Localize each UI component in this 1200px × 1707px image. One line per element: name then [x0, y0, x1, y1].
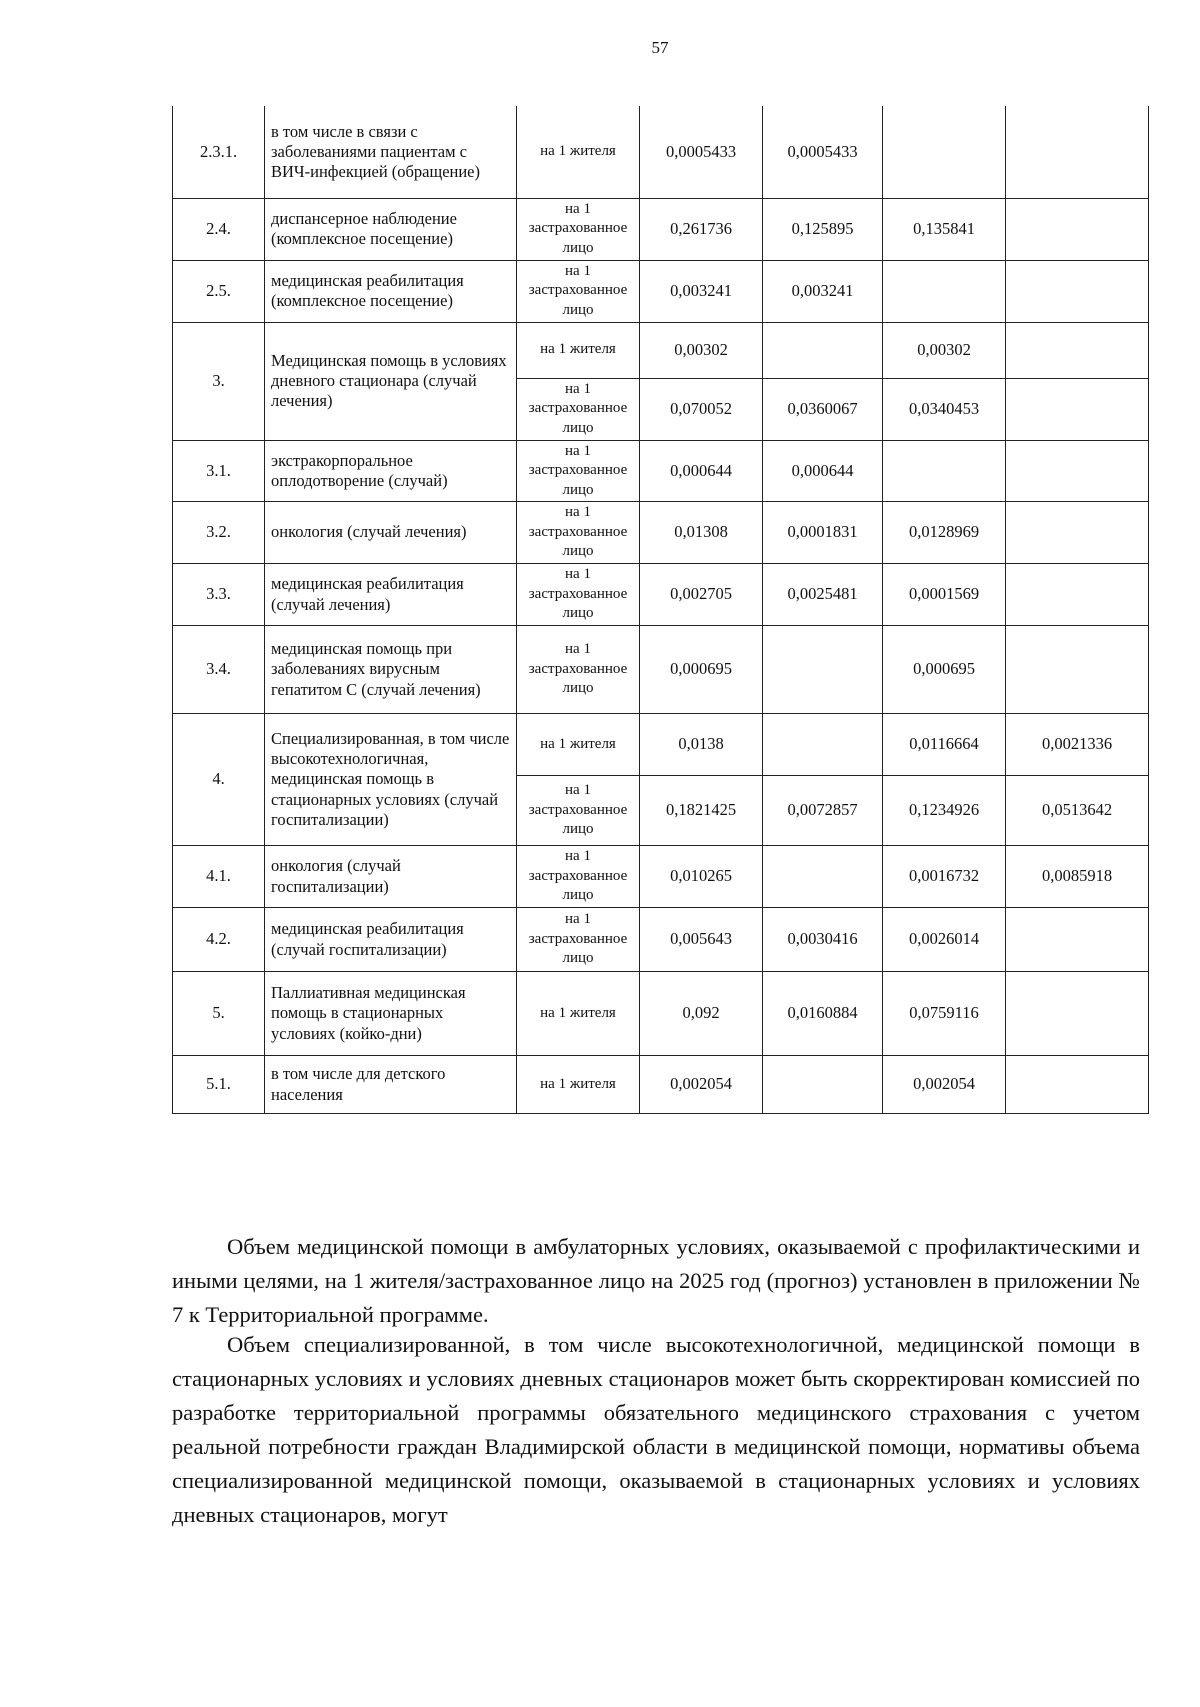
- value-col-3: [1006, 502, 1149, 564]
- unit-of-measure: на 1 жителя: [517, 972, 640, 1056]
- table-row: [173, 972, 1149, 1056]
- value-col-3: [1006, 198, 1149, 260]
- total-value: 0,005643: [640, 908, 763, 972]
- value-col-1: 0,000644: [763, 440, 883, 502]
- volume-norms-table: [172, 106, 1149, 1114]
- table-row: [173, 714, 1149, 776]
- value-col-3: [1006, 626, 1149, 714]
- value-col-2: 0,00302: [883, 322, 1006, 378]
- value-col-2: [883, 106, 1006, 198]
- total-value: 0,092: [640, 972, 763, 1056]
- table-row: [173, 626, 1149, 714]
- unit-of-measure: на 1 застрахованное лицо: [517, 440, 640, 502]
- paragraph-specialized-volume: Объем специализированной, в том числе высокотехнологичной, медицинской помощи в стационарных условиях и условиях дневных стационаров может быть скорректирован комиссией по разработке территориальной программы обязательного медицинского страхования с учетом реальной потребности граждан Владимирской области в медицинской помощи, нормативы объема специализированной медицинской помощи, оказываемой в стационарных условиях и условиях дневных стационаров, могут: [172, 1332, 1140, 1527]
- value-col-1: 0,0005433: [763, 106, 883, 198]
- value-col-1: 0,0030416: [763, 908, 883, 972]
- table-row: [173, 564, 1149, 626]
- unit-of-measure: на 1 застрахованное лицо: [517, 502, 640, 564]
- value-col-1: 0,0072857: [763, 776, 883, 846]
- table-row: [173, 322, 1149, 378]
- value-col-2: 0,0026014: [883, 908, 1006, 972]
- value-col-3: [1006, 106, 1149, 198]
- value-col-2: 0,002054: [883, 1056, 1006, 1114]
- value-col-1: 0,003241: [763, 260, 883, 322]
- value-col-1: 0,125895: [763, 198, 883, 260]
- care-type-name: медицинская реабилитация (комплексное посещение): [265, 260, 517, 322]
- value-col-3: 0,0513642: [1006, 776, 1149, 846]
- value-col-3: 0,0085918: [1006, 846, 1149, 908]
- value-col-1: 0,0001831: [763, 502, 883, 564]
- unit-of-measure: на 1 застрахованное лицо: [517, 260, 640, 322]
- total-value: 0,0005433: [640, 106, 763, 198]
- table-row: [173, 198, 1149, 260]
- table-row: [173, 440, 1149, 502]
- value-col-3: [1006, 564, 1149, 626]
- total-value: 0,261736: [640, 198, 763, 260]
- total-value: 0,000644: [640, 440, 763, 502]
- value-col-2: 0,0759116: [883, 972, 1006, 1056]
- unit-of-measure: на 1 жителя: [517, 1056, 640, 1114]
- value-col-1: [763, 626, 883, 714]
- table-row: [173, 846, 1149, 908]
- unit-of-measure: на 1 застрахованное лицо: [517, 908, 640, 972]
- row-number: 3.4.: [173, 626, 265, 714]
- total-value: 0,010265: [640, 846, 763, 908]
- value-col-1: 0,0160884: [763, 972, 883, 1056]
- value-col-3: [1006, 908, 1149, 972]
- care-type-name: в том числе в связи с заболеваниями пациентам с ВИЧ-инфекцией (обращение): [265, 106, 517, 198]
- value-col-2: [883, 260, 1006, 322]
- unit-of-measure: на 1 застрахованное лицо: [517, 198, 640, 260]
- value-col-2: [883, 440, 1006, 502]
- row-number: 2.4.: [173, 198, 265, 260]
- care-type-name: медицинская реабилитация (случай лечения): [265, 564, 517, 626]
- value-col-1: 0,0360067: [763, 378, 883, 440]
- value-col-1: 0,0025481: [763, 564, 883, 626]
- care-type-name: Специализированная, в том числе высокотехнологичная, медицинская помощь в стационарных условиях (случай госпитализации): [265, 714, 517, 846]
- value-col-3: 0,0021336: [1006, 714, 1149, 776]
- total-value: 0,01308: [640, 502, 763, 564]
- row-number: 5.1.: [173, 1056, 265, 1114]
- value-col-1: [763, 846, 883, 908]
- table-body: [173, 106, 1149, 1114]
- total-value: 0,0138: [640, 714, 763, 776]
- value-col-2: 0,0001569: [883, 564, 1006, 626]
- unit-of-measure: на 1 застрахованное лицо: [517, 564, 640, 626]
- total-value: 0,00302: [640, 322, 763, 378]
- paragraph-ambulatory-volume: Объем медицинской помощи в амбулаторных условиях, оказываемой с профилактическими и иными целями, на 1 жителя/застрахованное лицо на 2025 год (прогноз) установлен в приложении № 7 к Территориальной программе.: [172, 1234, 1140, 1327]
- value-col-2: 0,000695: [883, 626, 1006, 714]
- unit-of-measure: на 1 застрахованное лицо: [517, 626, 640, 714]
- row-number: 2.5.: [173, 260, 265, 322]
- unit-of-measure: на 1 застрахованное лицо: [517, 378, 640, 440]
- total-value: 0,070052: [640, 378, 763, 440]
- care-type-name: диспансерное наблюдение (комплексное посещение): [265, 198, 517, 260]
- value-col-2: 0,1234926: [883, 776, 1006, 846]
- value-col-3: [1006, 378, 1149, 440]
- total-value: 0,000695: [640, 626, 763, 714]
- table-row: [173, 908, 1149, 972]
- care-type-name: онкология (случай госпитализации): [265, 846, 517, 908]
- unit-of-measure: на 1 жителя: [517, 322, 640, 378]
- row-number: 3.1.: [173, 440, 265, 502]
- value-col-1: [763, 714, 883, 776]
- row-number: 4.2.: [173, 908, 265, 972]
- table-row: [173, 502, 1149, 564]
- unit-of-measure: на 1 жителя: [517, 714, 640, 776]
- care-type-name: экстракорпоральное оплодотворение (случай): [265, 440, 517, 502]
- value-col-2: 0,0016732: [883, 846, 1006, 908]
- unit-of-measure: на 1 застрахованное лицо: [517, 776, 640, 846]
- value-col-2: 0,0340453: [883, 378, 1006, 440]
- unit-of-measure: на 1 жителя: [517, 106, 640, 198]
- value-col-1: [763, 322, 883, 378]
- row-number: 3.2.: [173, 502, 265, 564]
- table-row: [173, 260, 1149, 322]
- row-number: 4.1.: [173, 846, 265, 908]
- value-col-3: [1006, 322, 1149, 378]
- row-number: 2.3.1.: [173, 106, 265, 198]
- care-type-name: медицинская помощь при заболеваниях вирусным гепатитом С (случай лечения): [265, 626, 517, 714]
- value-col-2: 0,135841: [883, 198, 1006, 260]
- table-row: [173, 106, 1149, 198]
- row-number: 3.3.: [173, 564, 265, 626]
- care-type-name: Медицинская помощь в условиях дневного стационара (случай лечения): [265, 322, 517, 440]
- total-value: 0,002054: [640, 1056, 763, 1114]
- care-type-name: медицинская реабилитация (случай госпитализации): [265, 908, 517, 972]
- care-type-name: Паллиативная медицинская помощь в стационарных условиях (койко-дни): [265, 972, 517, 1056]
- value-col-1: [763, 1056, 883, 1114]
- row-number: 4.: [173, 714, 265, 846]
- value-col-3: [1006, 260, 1149, 322]
- row-number: 3.: [173, 322, 265, 440]
- value-col-3: [1006, 440, 1149, 502]
- care-type-name: онкология (случай лечения): [265, 502, 517, 564]
- unit-of-measure: на 1 застрахованное лицо: [517, 846, 640, 908]
- body-text-2: [172, 1328, 1140, 1532]
- value-col-3: [1006, 972, 1149, 1056]
- row-number: 5.: [173, 972, 265, 1056]
- care-type-name: в том числе для детского населения: [265, 1056, 517, 1114]
- total-value: 0,002705: [640, 564, 763, 626]
- table-row: [173, 1056, 1149, 1114]
- page-number: 57: [651, 38, 669, 57]
- value-col-2: 0,0128969: [883, 502, 1006, 564]
- value-col-3: [1006, 1056, 1149, 1114]
- body-text: [172, 1230, 1140, 1332]
- value-col-2: 0,0116664: [883, 714, 1006, 776]
- total-value: 0,1821425: [640, 776, 763, 846]
- total-value: 0,003241: [640, 260, 763, 322]
